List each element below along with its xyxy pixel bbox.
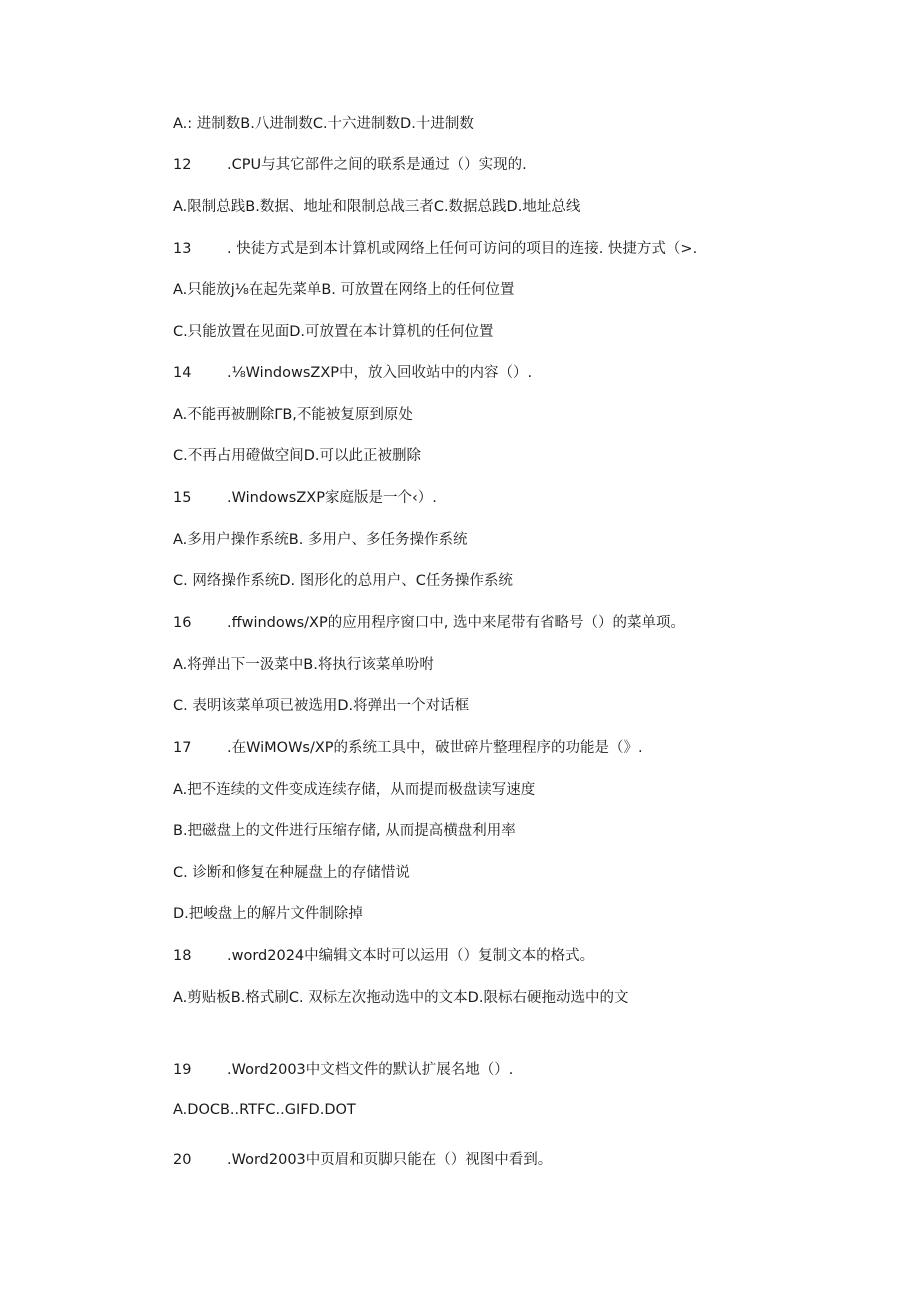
question-number: 16 [173, 615, 192, 631]
option-line: C. 网络操作系统D. 图形化的总用户、C任务操作系统 [173, 573, 513, 589]
question-text: .ffwindows/XP的应用程序窗口中, 选中来尾带有省略号（）的菜单项。 [227, 615, 685, 631]
option-line: C. 表明该菜单项已被选用D.将弹出一个对话框 [173, 698, 470, 714]
question-text: .Word2003中文档文件的默认扩展名地（）. [227, 1062, 514, 1078]
question-number: 13 [173, 241, 192, 257]
question-text: .CPU与其它部件之间的联系是通过（）实现的. [227, 157, 527, 173]
option-line: A.剪贴板B.格式刷C. 双标左次拖动选中的文本D.限标右硬拖动选中的文 [173, 990, 629, 1006]
question-number: 12 [173, 157, 192, 173]
question-text: .WindowsZXP家庭版是一个‹）. [227, 490, 437, 506]
question-number: 19 [173, 1062, 192, 1078]
option-line: B.把磁盘上的文件进行压缩存储, 从而提高横盘利用率 [173, 823, 516, 839]
question-text: .在WiMOWs/XP的系统工具中，破世碎片整理程序的功能是（》. [227, 740, 643, 756]
option-line: A.限制总践B.数据、地址和限制总战三者C.数据总践D.地址总线 [173, 199, 581, 215]
option-line: C.只能放置在见面D.可放置在本计算机的任何位置 [173, 324, 494, 340]
option-line: D.把峻盘上的解片文件制除掉 [173, 906, 363, 922]
question-text: . 快徒方式是到本计算机或网络上任何可访问的项目的连接. 快捷方式（>. [227, 241, 698, 257]
option-line: A.将弹出下一汲菜中B.将执行该菜单吩咐 [173, 657, 434, 673]
question-text: .⅛WindowsZXP中，放入回收站中的内容（）. [227, 365, 533, 381]
option-line: A.把不连续的文件变成连续存储，从而提而极盘读写速度 [173, 782, 536, 798]
option-line: A.不能再被删除ΓB,不能被复原到原处 [173, 407, 413, 423]
option-line: A.DOCB..RTFC..GIFD.DOT [173, 1102, 356, 1118]
option-line: C. 诊断和修复在种屣盘上的存储惜说 [173, 865, 410, 881]
question-number: 14 [173, 365, 192, 381]
option-line: C.不再占用磴做空间D.可以此正被删除 [173, 448, 422, 464]
option-line: A.多用户操作系统B. 多用户、多任务操作系统 [173, 532, 468, 548]
question-number: 17 [173, 740, 192, 756]
question-number: 15 [173, 490, 192, 506]
option-line: A.只能放j⅛在起先菜单B. 可放置在网络上的任何位置 [173, 282, 515, 298]
question-text: .Word2003中页眉和页脚只能在（）视图中看到。 [227, 1152, 553, 1168]
question-number: 20 [173, 1152, 192, 1168]
question-text: .word2024中编辑文本时可以运用（）复制文本的格式。 [227, 948, 595, 964]
question-number: 18 [173, 948, 192, 964]
option-line: A.: 进制数B.八进制数C.十六进制数D.十进制数 [173, 116, 474, 132]
